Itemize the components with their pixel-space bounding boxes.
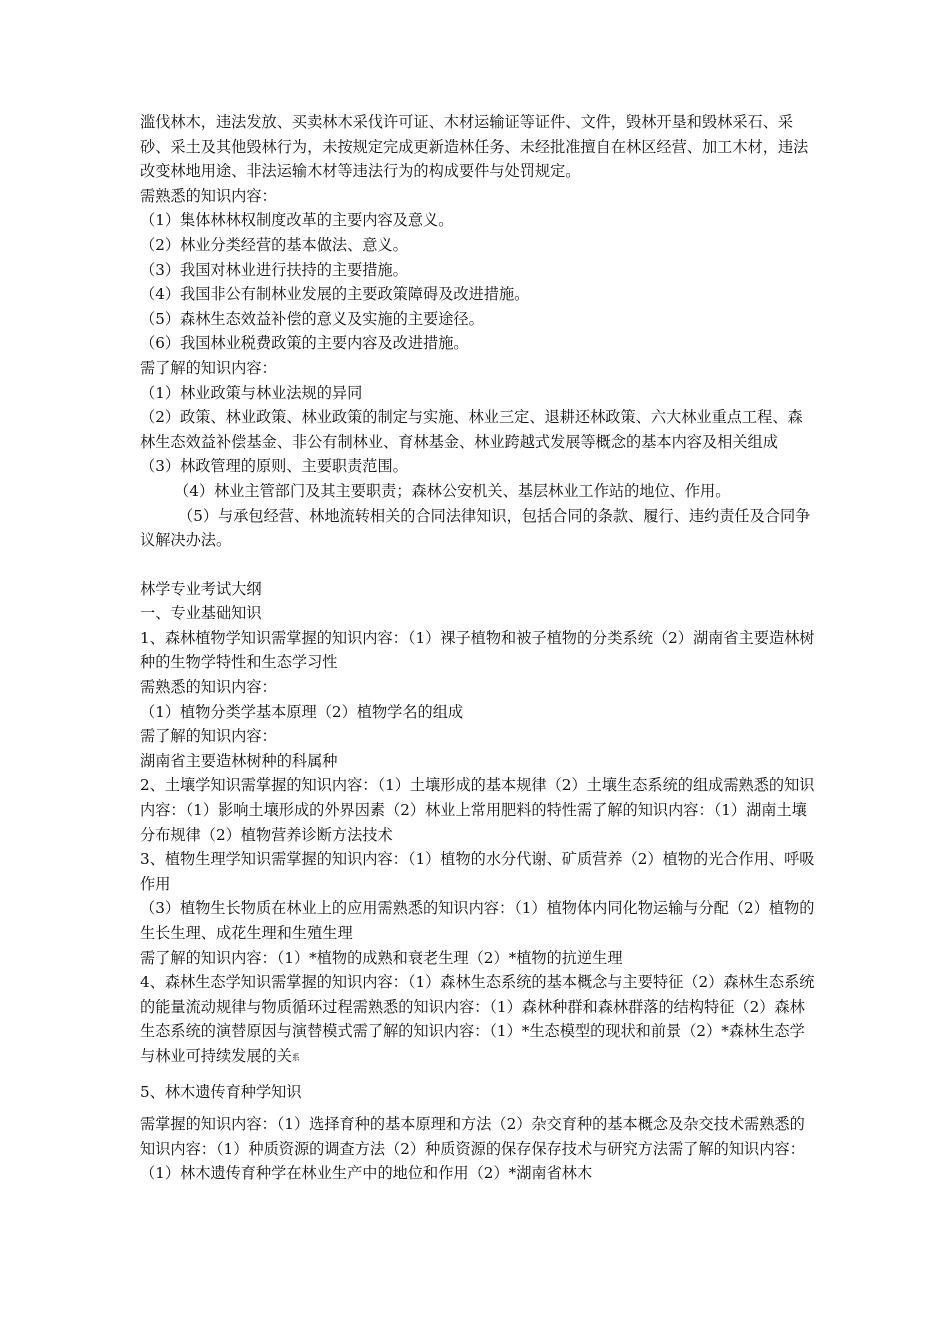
syllabus-title: 林学专业考试大纲 (140, 579, 262, 598)
list-item: （2）政策、林业政策、林业政策的制定与实施、林业三定、退耕还林政策、六大林业重点工程、森林生态效益补偿基金、非公有制林业、育林基金、林业跨越式发展等概念的基本内容及相关组成 (140, 408, 803, 451)
list-item: 湖南省主要造林树种的科属种 (140, 751, 338, 770)
section-ecology (140, 970, 815, 1071)
section-genetics: 需掌握的知识内容：（1）选择育种的基本原理和方法（2）杂交育种的基本概念及杂交技术需熟悉的知识内容：（1）种质资源的调查方法（2）种质资源的保存保存技术与研究方法需了解的知识内容：（1）林木遗传育种学在林业生产中的地位和作用（2）*湖南省林木 (140, 1115, 805, 1183)
section-genetics-title: 5、林木遗传育种学知识 (140, 1082, 302, 1101)
list-item: （5）森林生态效益补偿的意义及实施的主要途径。 (140, 309, 484, 328)
list-item: （2）林业分类经营的基本做法、意义。 (140, 235, 408, 254)
list-item: （3）林政管理的原则、主要职责范围。 (140, 457, 408, 476)
paragraph-violations: 滥伐林木，违法发放、买卖林木采伐许可证、木材运输证等证件、文件，毁林开垦和毁林采石、采砂、采土及其他毁林行为，未按规定完成更新造林任务、未经批准擅自在林区经营、加工木材，违法改变林地用途、非法运输木材等违法行为的构成要件与处罚规定。 (140, 113, 809, 181)
spacer (140, 553, 815, 577)
section-botany: 1、森林植物学知识需掌握的知识内容：（1）裸子植物和被子植物的分类系统（2）湖南省主要造林树种的生物学特性和生态学习性 (140, 628, 815, 672)
section-physiology-understand: 需了解的知识内容：（1）*植物的成熟和衰老生理（2）*植物的抗逆生理 (140, 948, 623, 967)
section-ecology-text: 4、森林生态学知识需掌握的知识内容：（1）森林生态系统的基本概念与主要特征（2）森林生态系统的能量流动规律与物质循环过程需熟悉的知识内容：（1）森林种群和森林群落的结构特征（2）森林生态系统的演替原因与演替模式需了解的知识内容：（1）*生态模型的现状和前景（2）*森林生态学与林业可持续发展的关 (140, 973, 815, 1065)
list-item: （1）植物分类学基本原理（2）植物学名的组成 (140, 702, 464, 721)
section-physiology: 3、植物生理学知识需掌握的知识内容：（1）植物的水分代谢、矿质营养（2）植物的光合作用、呼吸作用 (140, 850, 815, 893)
section-physiology-cont: （3）植物生长物质在林业上的应用需熟悉的知识内容：（1）植物体内同化物运输与分配（2）植物的生长生理、成花生理和生殖生理 (140, 899, 815, 942)
list-item: （6）我国林业税费政策的主要内容及改进措施。 (140, 334, 469, 353)
spacer (140, 1072, 815, 1080)
list-item: （5）与承包经营、林地流转相关的合同法律知识，包括合同的条款、履行、违约责任及合同争议解决办法。 (140, 506, 811, 550)
understand-heading: 需了解的知识内容： (140, 358, 277, 377)
familiar-heading: 需熟悉的知识内容： (140, 678, 277, 697)
list-item: （4）我国非公有制林业发展的主要政策障碍及改进措施。 (140, 285, 530, 304)
section-soil: 2、土壤学知识需掌握的知识内容：（1）土壤形成的基本规律（2）土壤生态系统的组成需熟悉的知识内容：（1）影响土壤形成的外界因素（2）林业上常用肥料的特性需了解的知识内容：（1）湖南土壤分布规律（2）植物营养诊断方法技术 (140, 776, 815, 844)
list-item: （1）林业政策与林业法规的异同 (140, 383, 363, 402)
list-item: （1）集体林林权制度改革的主要内容及意义。 (140, 211, 454, 230)
familiar-heading: 需熟悉的知识内容： (140, 186, 277, 205)
list-item: （3）我国对林业进行扶持的主要措施。 (140, 260, 408, 279)
section-ecology-tail: 系 (291, 1052, 300, 1062)
understand-heading: 需了解的知识内容： (140, 727, 277, 746)
part-heading: 一、专业基础知识 (140, 604, 262, 623)
document-body (140, 110, 815, 1186)
list-item: （4）林业主管部门及其主要职责；森林公安机关、基层林业工作站的地位、作用。 (174, 481, 731, 500)
spacer (140, 1104, 815, 1112)
